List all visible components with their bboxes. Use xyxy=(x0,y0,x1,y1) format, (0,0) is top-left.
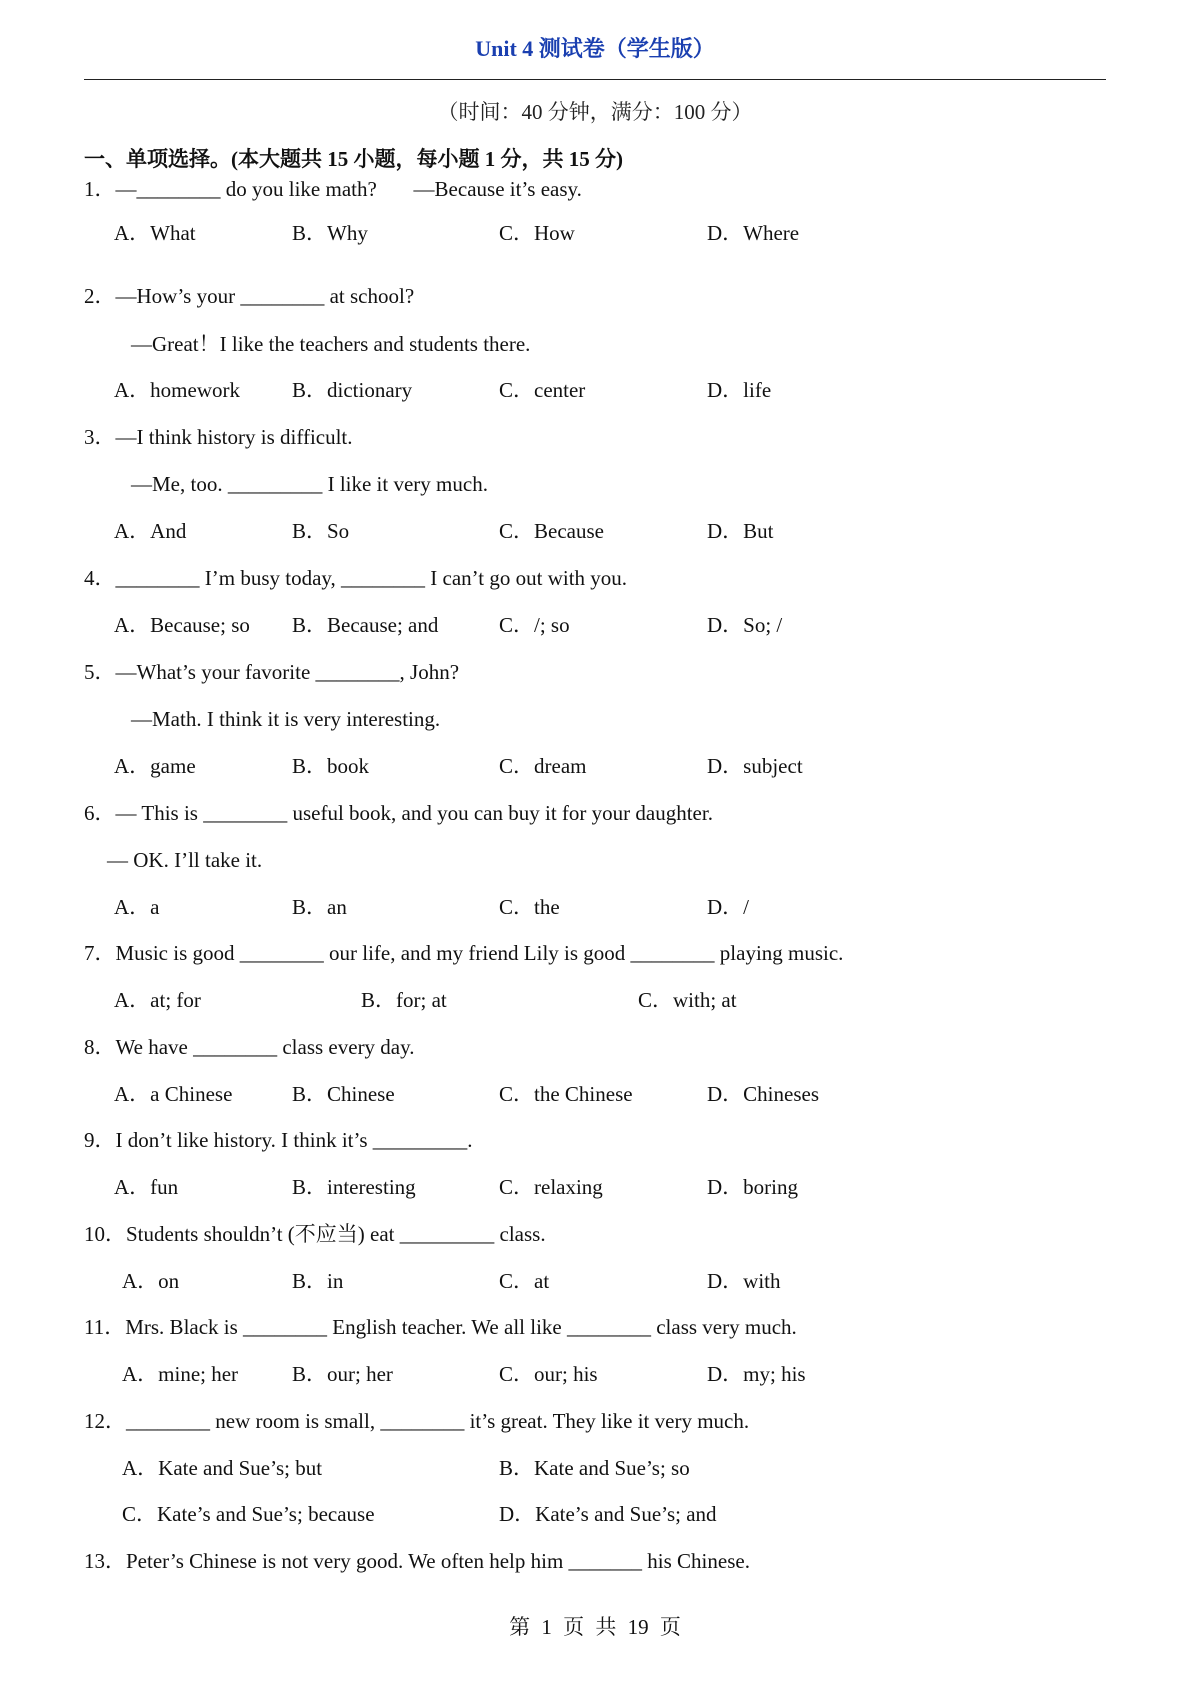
question-12-option-c: C．Kate’s and Sue’s; because xyxy=(122,1502,375,1526)
question-2-stem: 2．—How’s your ________ at school? xyxy=(84,284,415,308)
question-7-option-a: A．at; for xyxy=(114,988,201,1012)
question-6-reply: — OK. I’ll take it. xyxy=(107,848,263,872)
question-9-stem: 9．I don’t like history. I think it’s _________. xyxy=(84,1128,473,1152)
question-11-option-a: A．mine; her xyxy=(122,1362,239,1386)
question-3-option-d: D．But xyxy=(707,519,774,543)
question-7-option-b: B．for; at xyxy=(361,988,447,1012)
question-5-option-a: A．game xyxy=(114,754,196,778)
question-2-option-b: B．dictionary xyxy=(292,378,413,402)
question-1-option-d: D．Where xyxy=(707,221,800,245)
question-12-stem: 12．________ new room is small, ________ it’s great. They like it very much. xyxy=(84,1409,750,1433)
question-5-option-c: C．dream xyxy=(499,754,587,778)
question-9-option-c: C．relaxing xyxy=(499,1175,603,1199)
question-8-option-c: C．the Chinese xyxy=(499,1082,633,1106)
question-1-option-c: C．How xyxy=(499,221,575,245)
question-9-option-a: A．fun xyxy=(114,1175,179,1199)
question-11-option-c: C．our; his xyxy=(499,1362,598,1386)
question-3-reply: —Me, too. _________ I like it very much. xyxy=(131,472,488,496)
question-2-option-d: D．life xyxy=(707,378,772,402)
question-11-stem: 11．Mrs. Black is ________ English teacher. We all like ________ class very much. xyxy=(84,1315,797,1339)
question-6-stem: 6．— This is ________ useful book, and you can buy it for your daughter. xyxy=(84,801,713,825)
question-6-option-d: D．/ xyxy=(707,895,749,919)
question-12-option-b: B．Kate and Sue’s; so xyxy=(499,1456,690,1480)
question-2-option-a: A．homework xyxy=(114,378,240,402)
page-title: Unit 4 测试卷（学生版） xyxy=(475,36,715,61)
question-11-option-d: D．my; his xyxy=(707,1362,806,1386)
question-1-stem: 1．—________ do you like math? —Because it’s easy. xyxy=(84,177,582,201)
question-13-stem: 13．Peter’s Chinese is not very good. We often help him _______ his Chinese. xyxy=(84,1549,750,1573)
question-2-reply: —Great！I like the teachers and students there. xyxy=(131,332,531,356)
question-8-stem: 8．We have ________ class every day. xyxy=(84,1035,415,1059)
question-6-option-b: B．an xyxy=(292,895,347,919)
question-8-option-b: B．Chinese xyxy=(292,1082,395,1106)
page-footer: 第 1 页 共 19 页 xyxy=(509,1615,681,1639)
question-4-stem: 4．________ I’m busy today, ________ I can’t go out with you. xyxy=(84,566,628,590)
question-1-option-a: A．What xyxy=(114,221,196,245)
question-5-reply: —Math. I think it is very interesting. xyxy=(131,707,441,731)
question-10-option-d: D．with xyxy=(707,1269,781,1293)
question-5-option-d: D．subject xyxy=(707,754,803,778)
question-3-stem: 3．—I think history is difficult. xyxy=(84,425,353,449)
question-9-option-d: D．boring xyxy=(707,1175,798,1199)
question-3-option-b: B．So xyxy=(292,519,350,543)
question-8-option-a: A．a Chinese xyxy=(114,1082,233,1106)
question-5-stem: 5．—What’s your favorite ________, John? xyxy=(84,660,460,684)
question-7-stem: 7．Music is good ________ our life, and my friend Lily is good ________ playing music. xyxy=(84,941,844,965)
question-11-option-b: B．our; her xyxy=(292,1362,393,1386)
question-10-option-c: C．at xyxy=(499,1269,550,1293)
question-4-option-a: A．Because; so xyxy=(114,613,250,637)
question-4-option-c: C．/; so xyxy=(499,613,570,637)
question-3-option-c: C．Because xyxy=(499,519,604,543)
question-8-option-d: D．Chineses xyxy=(707,1082,819,1106)
question-3-option-a: A．And xyxy=(114,519,187,543)
question-6-option-c: C．the xyxy=(499,895,560,919)
question-9-option-b: B．interesting xyxy=(292,1175,416,1199)
question-7-option-c: C．with; at xyxy=(638,988,737,1012)
question-1-option-b: B．Why xyxy=(292,221,368,245)
title-rule xyxy=(84,79,1106,80)
question-6-option-a: A．a xyxy=(114,895,160,919)
question-4-option-b: B．Because; and xyxy=(292,613,439,637)
question-10-option-b: B．in xyxy=(292,1269,344,1293)
question-2-option-c: C．center xyxy=(499,378,586,402)
exam-info: （时间：40 分钟，满分：100 分） xyxy=(437,100,753,124)
question-10-stem: 10．Students shouldn’t (不应当) eat _________ class. xyxy=(84,1222,546,1246)
question-12-option-d: D．Kate’s and Sue’s; and xyxy=(499,1502,717,1526)
question-4-option-d: D．So; / xyxy=(707,613,783,637)
question-10-option-a: A．on xyxy=(122,1269,180,1293)
section-heading: 一、单项选择。(本大题共 15 小题，每小题 1 分，共 15 分) xyxy=(84,147,623,171)
question-12-option-a: A．Kate and Sue’s; but xyxy=(122,1456,323,1480)
question-5-option-b: B．book xyxy=(292,754,370,778)
